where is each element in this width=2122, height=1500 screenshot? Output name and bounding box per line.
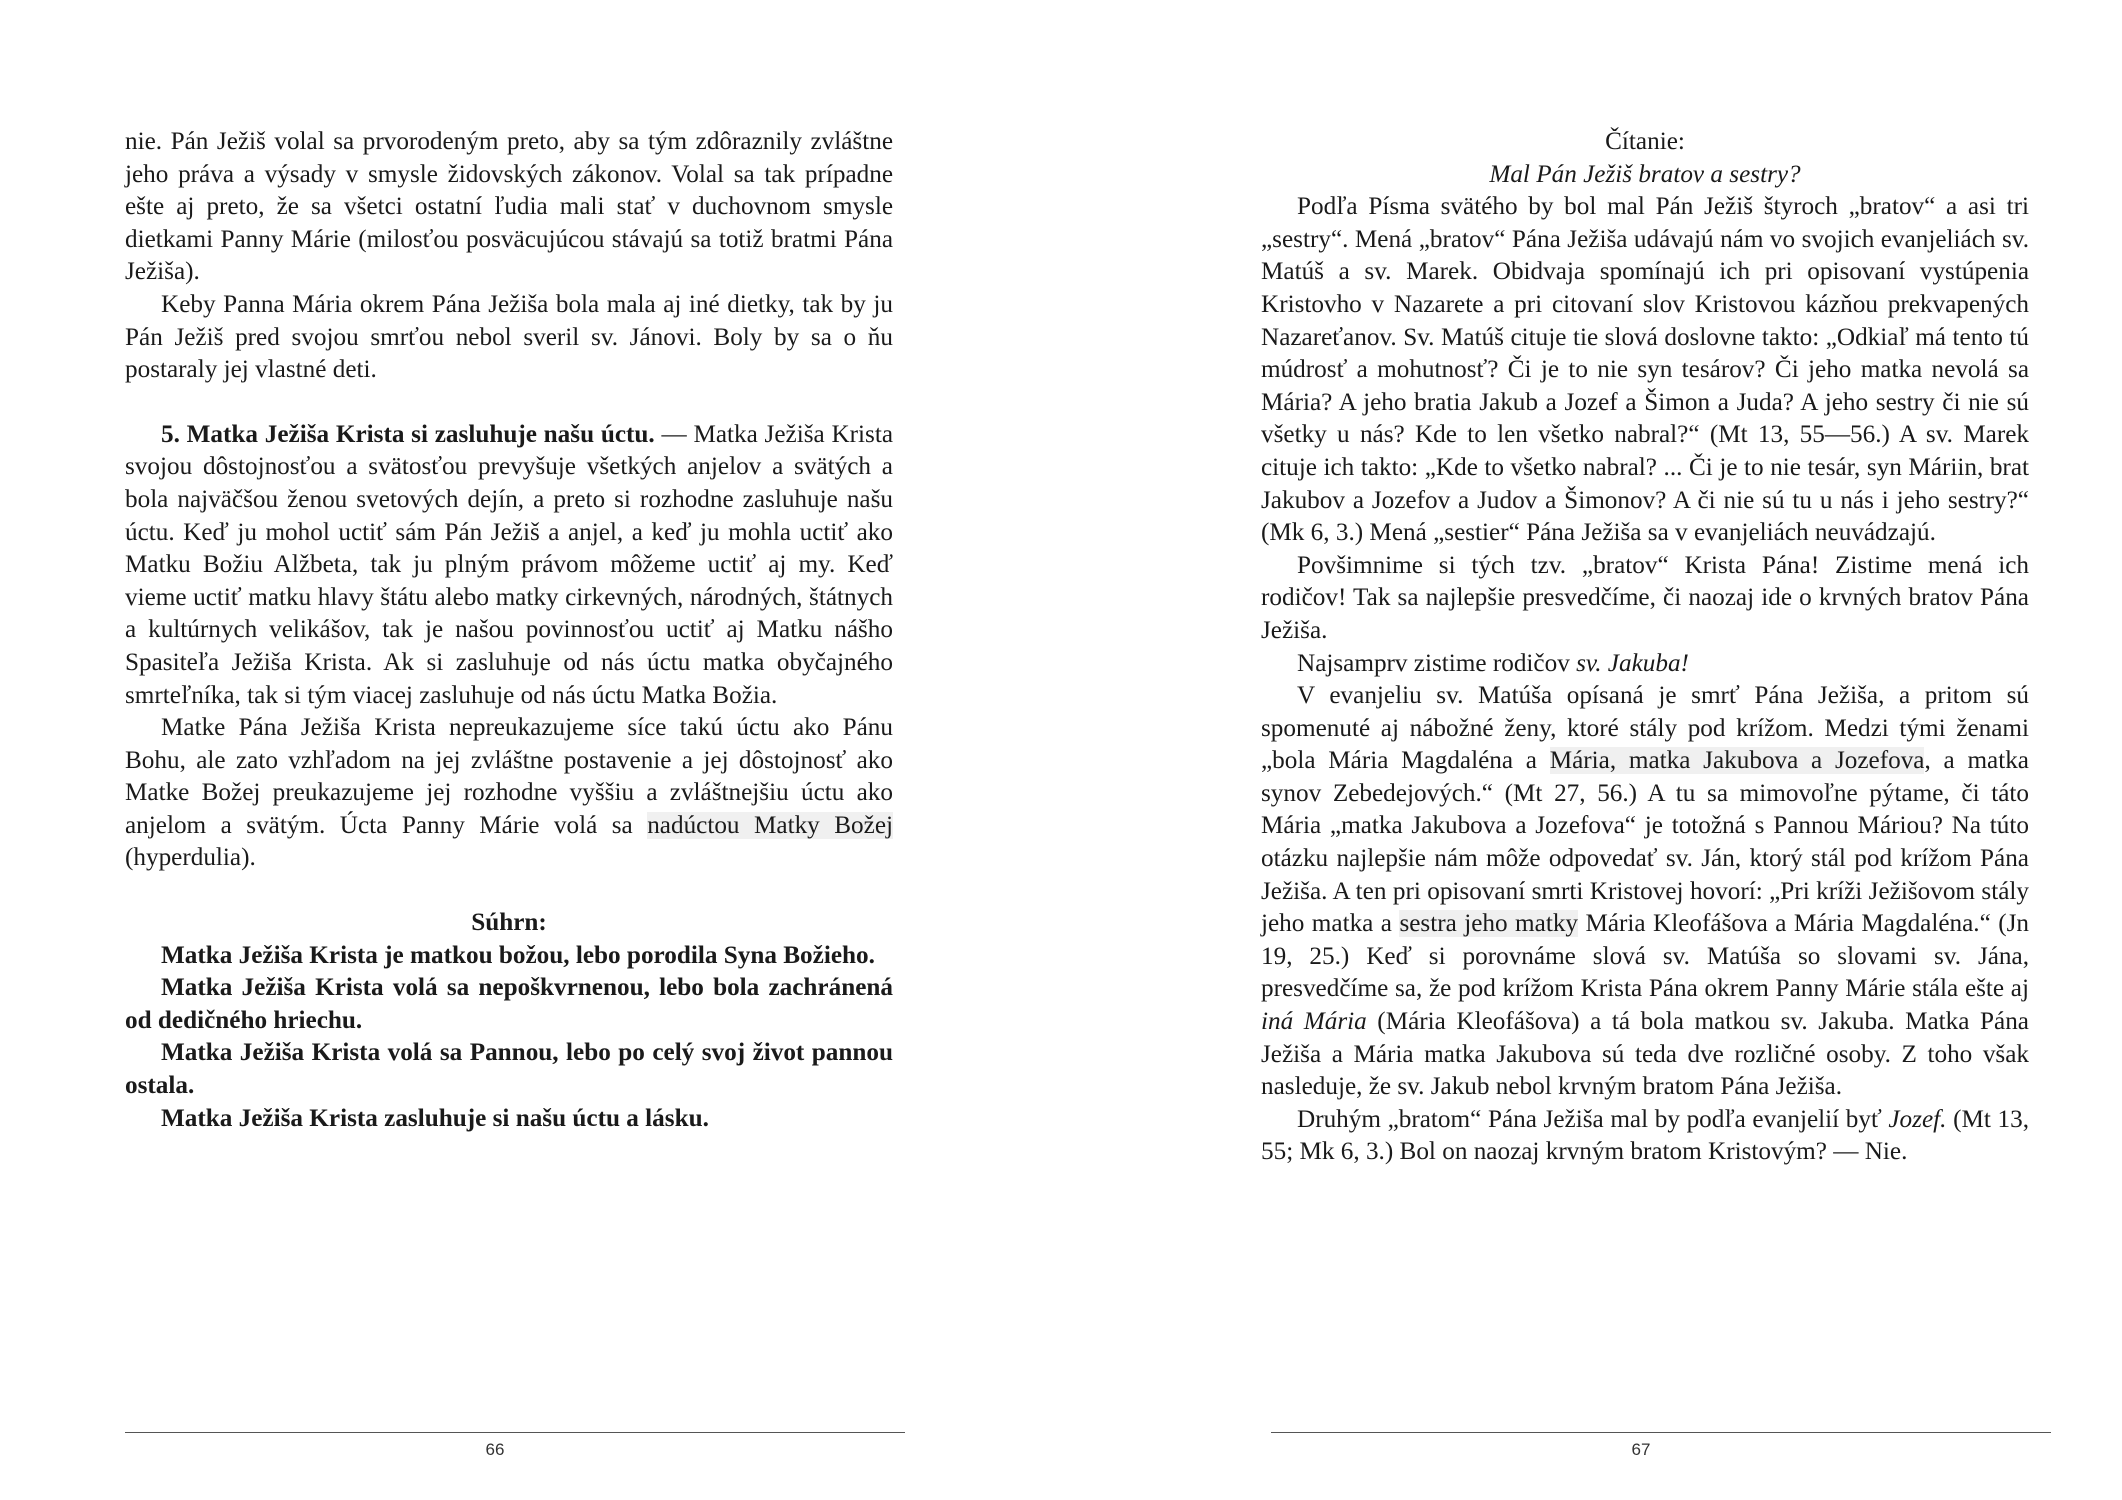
summary-item: Matka Ježiša Krista zasluhuje si našu úctu a lásku. xyxy=(161,1104,709,1132)
text-run: Mária Kleofášova a Mária Magdaléna.“ (Jn 19, 25.) Keď si porovnáme slová sv. Matúša so slovami sv. Jána, presvedčíme sa, že pod krížom Krista Pána okrem Panny Márie stála ešte aj xyxy=(1261,910,2030,1003)
text-run: Druhým „bratom“ Pána Ježiša mal by podľa evanjelií byť xyxy=(1297,1105,1889,1133)
paragraph xyxy=(125,712,893,875)
text-run: (hyperdulia). xyxy=(125,844,256,872)
summary-item: Matka Ježiša Krista je matkou božou, lebo porodila Syna Božieho. xyxy=(161,941,875,969)
text-run: V evanjeliu sv. Matúša opísaná je smrť Pána Ježiša, a pritom sú spomenuté aj nábožné ženy, ktoré stály pod krížom. Medzi tými ženami „bola Mária Magdaléna a xyxy=(1261,682,2029,775)
text-run: , a matka synov Zebedejových.“ (Mt 27, 56.) A tu sa mimovoľne pýtame, či táto Mária „matka Jakubova a Jozefova“ je totožná s Pannou Máriou? Na túto otázku najlepšie nám môže odpovedať sv. Ján, ktorý stál pod krížom Pána Ježiša. A ten pri opisovaní smrti Kristovej hovorí: „Pri kríži Ježišovom stály jeho matka a xyxy=(1261,747,2029,938)
reading-title: Mal Pán Ježiš bratov a sestry? xyxy=(1489,160,1801,188)
summary-item: Matka Ježiša Krista volá sa Pannou, lebo po celý svoj život pannou ostala. xyxy=(125,1039,893,1100)
paragraph xyxy=(1261,680,2029,1104)
italic-phrase: sv. Jakuba! xyxy=(1576,649,1689,677)
text-run: Matke Pána Ježiša Krista nepreukazujeme síce takú úctu ako Pánu Bohu, ale zato vzhľadom na jej zvláštne postavenie a jej dôstojnosť ako Matke Božej preukazujeme jej rozhodne vyššiu a zvláštnejšiu úctu ako anjelom a svätým. Úcta Panny Márie volá sa xyxy=(125,714,893,839)
text-run: (Mt 13, 55; Mk 6, 3.) Bol on naozaj krvným bratom Kristovým? — Nie. xyxy=(1261,1105,2029,1166)
summary-item: Matka Ježiša Krista volá sa nepoškvrnenou, lebo bola zachránená od dedičného hriechu. xyxy=(125,974,893,1034)
summary-heading: Súhrn: xyxy=(471,909,547,937)
page-number: 66 xyxy=(485,1440,505,1459)
footer-rule xyxy=(1271,1432,2051,1433)
italic-phrase: Jozef. xyxy=(1888,1105,1947,1133)
paragraph xyxy=(1261,648,2029,681)
highlighted-phrase: Mária, matka Jakubova a Jozefova xyxy=(1549,747,1925,775)
page-number: 67 xyxy=(1631,1440,1651,1459)
highlighted-phrase: nadúctou Matky Božej xyxy=(647,811,893,839)
paragraph xyxy=(1261,1104,2029,1169)
text-run: (Mária Kleofášova) a tá bola matkou sv. Jakuba. Matka Pána Ježiša a Mária matka Jakubova sú teda dve rozličné osoby. Z toho však nasleduje, že sv. Jakub nebol krvným bratom Pána Ježiša. xyxy=(1261,1008,2029,1101)
right-text-column xyxy=(1261,126,2029,1169)
section-5-paragraph xyxy=(125,419,893,712)
reading-label: Čítanie: xyxy=(1605,128,1685,155)
italic-phrase: iná Mária xyxy=(1261,1008,1367,1036)
highlighted-phrase: sestra jeho matky xyxy=(1399,910,1579,938)
paragraph: Keby Panna Mária okrem Pána Ježiša bola mala aj iné dietky, tak by ju Pán Ježiš pred svojou smrťou nebol sveril sv. Jánovi. Boly by sa o ňu postaraly jej vlastné deti. xyxy=(125,290,893,384)
paragraph: Podľa Písma svätého by bol mal Pán Ježiš štyroch „bratov“ a asi tri „sestry“. Mená „bratov“ Pána Ježiša udávajú nám vo svojich evanjeliách sv. Matúš a sv. Marek. Obidvaja spomínajú ich pri opisovaní vystúpenia Kristovho v Nazarete a pri citovaní slov Kristovou kázňou prekvapených Nazareťanov. Sv. Matúš cituje tie slová doslovne takto: „Odkiaľ má tento tú múdrosť a mohutnosť? Či je to nie syn tesárov? Či jeho matka nevolá sa Mária? A jeho bratia Jakub a Jozef a Šimon a Juda? A jeho sestry či nie sú všetky u nás? Kde to len všetko nabral?“ (Mt 13, 55—56.) A sv. Marek cituje ich takto: „Kde to všetko nabral? ... Či je to nie tesár, syn Máriin, brat Jakubov a Jozefov a Judov a Šimonov? A či nie sú tu u nás i jeho sestry?“ (Mk 6, 3.) Mená „sestier“ Pána Ježiša sa v evanjeliách neuvádzajú. xyxy=(1261,193,2029,547)
text-run: Najsamprv zistime rodičov xyxy=(1297,649,1577,677)
section-5-heading: 5. Matka Ježiša Krista si zasluhuje našu úctu. xyxy=(161,420,655,448)
section-5-text: — Matka Ježiša Krista svojou dôstojnosťou a svätosťou prevyšuje všetkých anjelov a svätých a bola najväčšou ženou svetových dejín, a preto si rozhodne zasluhuje našu úctu. Keď ju mohol uctiť sám Pán Ježiš a anjel, a keď ju mohla uctiť ako Matku Božiu Alžbeta, tak ju plným právom môžeme uctiť aj my. Keď vieme uctiť matku hlavy štátu alebo matky cirkevných, národných, štátnych a kultúrnych velikášov, tak je našou povinnosťou uctiť aj Matku nášho Spasiteľa Ježiša Krista. Ak si zasluhuje od nás úctu matka obyčajného smrteľníka, tak si tým viacej zasluhuje od nás úctu Matka Božia. xyxy=(125,420,894,709)
paragraph: Povšimnime si tých tzv. „bratov“ Krista Pána! Zistime mená ich rodičov! Tak sa najlepšie presvedčíme, či naozaj ide o krvných bratov Pána Ježiša. xyxy=(1261,551,2029,644)
paragraph: nie. Pán Ježiš volal sa prvorodeným preto, aby sa tým zdôraznily zvláštne jeho práva a výsady v smysle židovských zákonov. Volal sa tak prípadne ešte aj preto, že sa všetci ostatní ľudia mali stať v duchovnom smysle dietkami Panny Márie (milosťou posväcujúcou stávajú sa totiž bratmi Pána Ježiša). xyxy=(125,128,893,286)
left-text-column xyxy=(125,126,893,1135)
footer-rule xyxy=(125,1432,905,1433)
right-page xyxy=(1061,0,2122,1500)
